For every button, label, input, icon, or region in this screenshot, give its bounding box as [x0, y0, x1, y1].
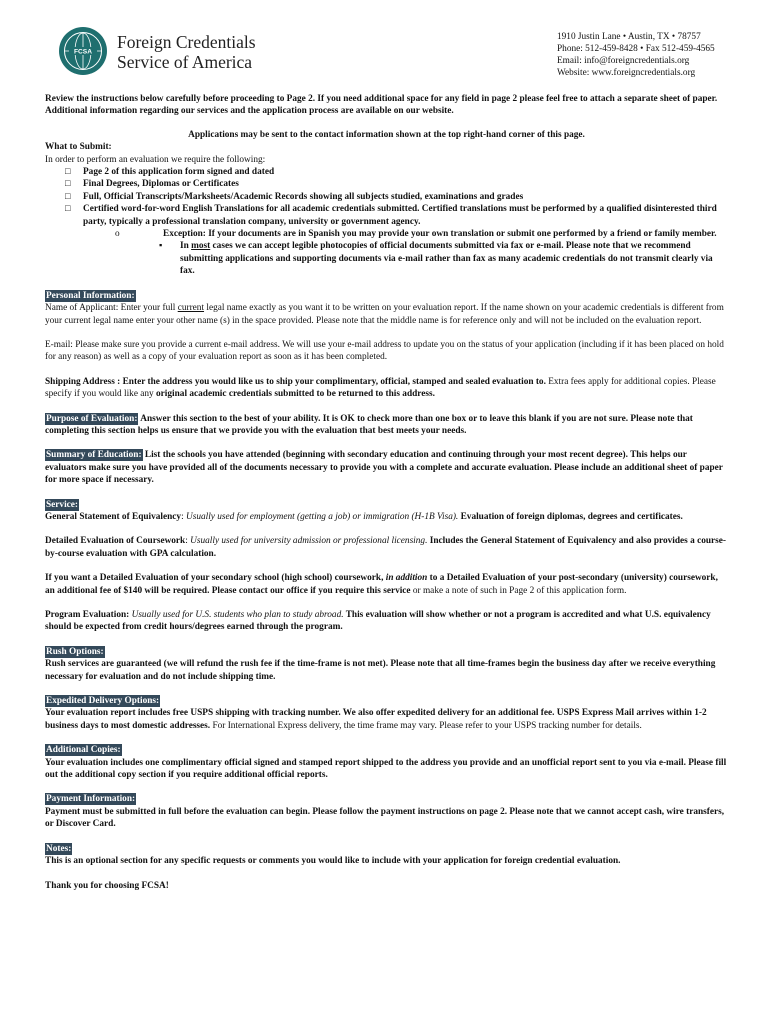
what-to-submit-lead: In order to perform an evaluation we require the following:	[45, 154, 266, 165]
checkbox-bullet-icon: □	[65, 204, 71, 215]
section-heading-rush: Rush Options:	[46, 646, 104, 657]
section-heading-copies: Additional Copies:	[46, 745, 121, 756]
general-statement-paragraph	[45, 511, 728, 523]
section-heading-service: Service:	[46, 499, 79, 510]
text: Program Evaluation:	[45, 610, 130, 620]
text: Name of Applicant: Enter your full	[45, 303, 178, 314]
program-evaluation-paragraph	[45, 609, 728, 634]
exception-item	[45, 228, 728, 240]
text: This evaluation will show whether or not a program is accredited and what U.S. equivalency should be expected from credit hours/degrees earned through the program.	[45, 610, 711, 633]
text: or make a note of such in Page 2 of this application form.	[410, 585, 627, 596]
list-item	[45, 191, 728, 203]
text: Usually used for employment (getting a job) or immigration (H-1B Visa).	[186, 511, 459, 522]
text: Shipping Address : Enter the address you would like us to ship your complimentary, official, stamped and sealed evaluation to.	[45, 376, 546, 387]
list-item	[45, 178, 728, 190]
text: Evaluation of foreign diplomas, degrees and certificates.	[458, 511, 683, 522]
organization-name-line2: Service of America	[117, 52, 253, 72]
text: For International Express delivery, the time frame may vary. Please refer to your USPS tracking number for details.	[210, 720, 642, 731]
list-item	[45, 166, 728, 178]
contact-email: Email: info@foreigncredentials.org	[557, 56, 690, 66]
text: Usually used for U.S. students who plan to study abroad.	[129, 610, 344, 620]
circle-bullet-icon: o	[115, 229, 120, 240]
intro-paragraph: Review the instructions below carefully before proceeding to Page 2. If you need additional space for any field in page 2 please feel free to attach a separate sheet of paper. Additional information regarding our services and the application process are available on our website.	[45, 94, 718, 117]
section-heading-expedited: Expedited Delivery Options:	[46, 696, 160, 707]
rush-text: Rush services are guaranteed (we will refund the rush fee if the time-frame is not met). Please note that all time-frames begin the business day after we receive everything necessary for evaluation and do not include shipping time.	[45, 659, 716, 682]
checkbox-bullet-icon: □	[65, 167, 71, 178]
notes-text: This is an optional section for any specific requests or comments you would like to include with your application for foreign credential evaluation.	[45, 856, 621, 867]
photocopy-note-item	[45, 240, 728, 277]
square-bullet-icon: ▪	[159, 241, 163, 252]
applicant-name-instructions	[45, 302, 728, 327]
list-item	[45, 203, 728, 228]
email-instructions: E-mail: Please make sure you provide a current e-mail address. We will use your e-mail address to update you on the status of your application (including if it has been placed on hold for any reason) as well as a copy of your evaluation report as soon as it has been completed.	[45, 339, 724, 363]
text: Answer this section to the best of your ability. It is OK to check more than one box or to leave this blank if you are not sure. Please note that completing this section helps us ensure that we provide you with the evaluation that best meets your needs.	[45, 413, 693, 436]
text: original academic credentials submitted to be returned to this address.	[156, 389, 435, 400]
checkbox-bullet-icon: □	[65, 191, 71, 202]
detailed-evaluation-paragraph	[45, 535, 728, 560]
text: :	[181, 511, 187, 522]
list-item-text: Certified word-for-word English Translations for all academic credentials submitted. Certified translations must be performed by a qualified disinterested third party, typically a professional translation company, university or government agency.	[83, 204, 717, 227]
organization-name	[117, 32, 256, 72]
svg-text:FCSA: FCSA	[74, 48, 92, 56]
text-emphasis: current	[177, 303, 205, 314]
text: :	[185, 536, 191, 547]
copies-text: Your evaluation includes one complimentary official signed and stamped report shipped to the address you provide and an unofficial report sent to you via e-mail. Please fill out the additional copy section if you require additional official reports.	[45, 757, 727, 781]
note-text: In	[180, 241, 192, 252]
payment-text: Payment must be submitted in full before the evaluation can begin. Please follow the payment instructions on page 2. Please note that we cannot accept cash, wire transfers, or Discover Card.	[45, 806, 725, 830]
organization-name-line1: Foreign Credentials	[117, 32, 256, 52]
contact-address: 1910 Justin Lane • Austin, TX • 78757	[557, 32, 701, 42]
text: in addition	[385, 573, 428, 584]
list-item-text: Full, Official Transcripts/Marksheets/Academic Records showing all subjects studied, examinations and grades	[83, 191, 524, 202]
photocopy-note	[180, 241, 713, 276]
note-text: cases we can accept legible photocopies of official documents submitted via fax or e-mail. Please note that we recommend submitting applications and supporting documents via e-mail rather than fax as many academic credentials do not transmit clearly via fax.	[180, 241, 713, 277]
section-heading-payment: Payment Information:	[46, 794, 136, 805]
instructions-body	[45, 93, 728, 892]
closing-line: Thank you for choosing FCSA!	[45, 880, 169, 891]
shipping-instructions	[45, 376, 728, 401]
high-school-paragraph	[45, 572, 728, 597]
text: Your evaluation report includes free USPS shipping with tracking number. We also offer expedited delivery for an additional fee. USPS Express Mail arrives within 1-2 business days to most domestic addresses.	[45, 708, 707, 731]
contact-phone: Phone: 512-459-8428 • Fax 512-459-4565	[557, 44, 715, 54]
text: Usually used for university admission or professional licensing.	[190, 536, 428, 547]
checkbox-bullet-icon: □	[65, 179, 71, 190]
send-instructions: Applications may be sent to the contact information shown at the top right-hand corner of this page.	[188, 129, 585, 140]
what-to-submit-title: What to Submit:	[45, 142, 112, 153]
text: Detailed Evaluation of Coursework	[45, 536, 186, 547]
contact-website: Website: www.foreigncredentials.org	[557, 68, 696, 78]
fcsa-logo-icon	[58, 26, 108, 76]
text: Extra fees apply for additional copies. Please specify if you would like any	[45, 376, 716, 400]
text: General Statement of Equivalency	[45, 511, 182, 522]
text: to a Detailed Evaluation of your post-secondary (university) coursework, an additional fee of $140 will be required. Please contact our office if you require this service	[45, 573, 718, 596]
education-paragraph	[45, 449, 728, 486]
list-item-text: Final Degrees, Diplomas or Certificates	[83, 179, 239, 190]
expedited-paragraph	[45, 707, 728, 732]
exception-text: Exception: If your documents are in Spanish you may provide your own translation or submit one performed by a friend or family member.	[163, 229, 717, 240]
section-heading-purpose: Purpose of Evaluation:	[46, 413, 138, 424]
purpose-paragraph	[45, 413, 728, 438]
text: Includes the General Statement of Equivalency and also provides a course-by-course evaluation with GPA calculation.	[45, 536, 727, 559]
text: legal name exactly as you want it to be written on your evaluation report. If the name shown on your academic credentials is different from your current legal name enter your other name (s) in the space provided. Please note that the middle name is for reference only and will not be included on the evaluation report.	[45, 303, 724, 326]
list-item-text: Page 2 of this application form signed and dated	[83, 167, 275, 178]
contact-block	[557, 31, 715, 79]
section-heading-notes: Notes:	[46, 843, 72, 854]
text: List the schools you have attended (beginning with secondary education and continuing through your most recent degree). This helps our evaluators make sure you have provided all of the documents necessary to provide you with a complete and accurate evaluation. Please include an additional sheet of paper for more space if necessary.	[45, 450, 723, 486]
text: If you want a Detailed Evaluation of your secondary school (high school) coursework,	[45, 573, 386, 584]
note-emphasis: most	[191, 241, 211, 252]
section-heading-personal: Personal Information:	[46, 290, 135, 301]
section-heading-education: Summary of Education:	[46, 450, 142, 461]
